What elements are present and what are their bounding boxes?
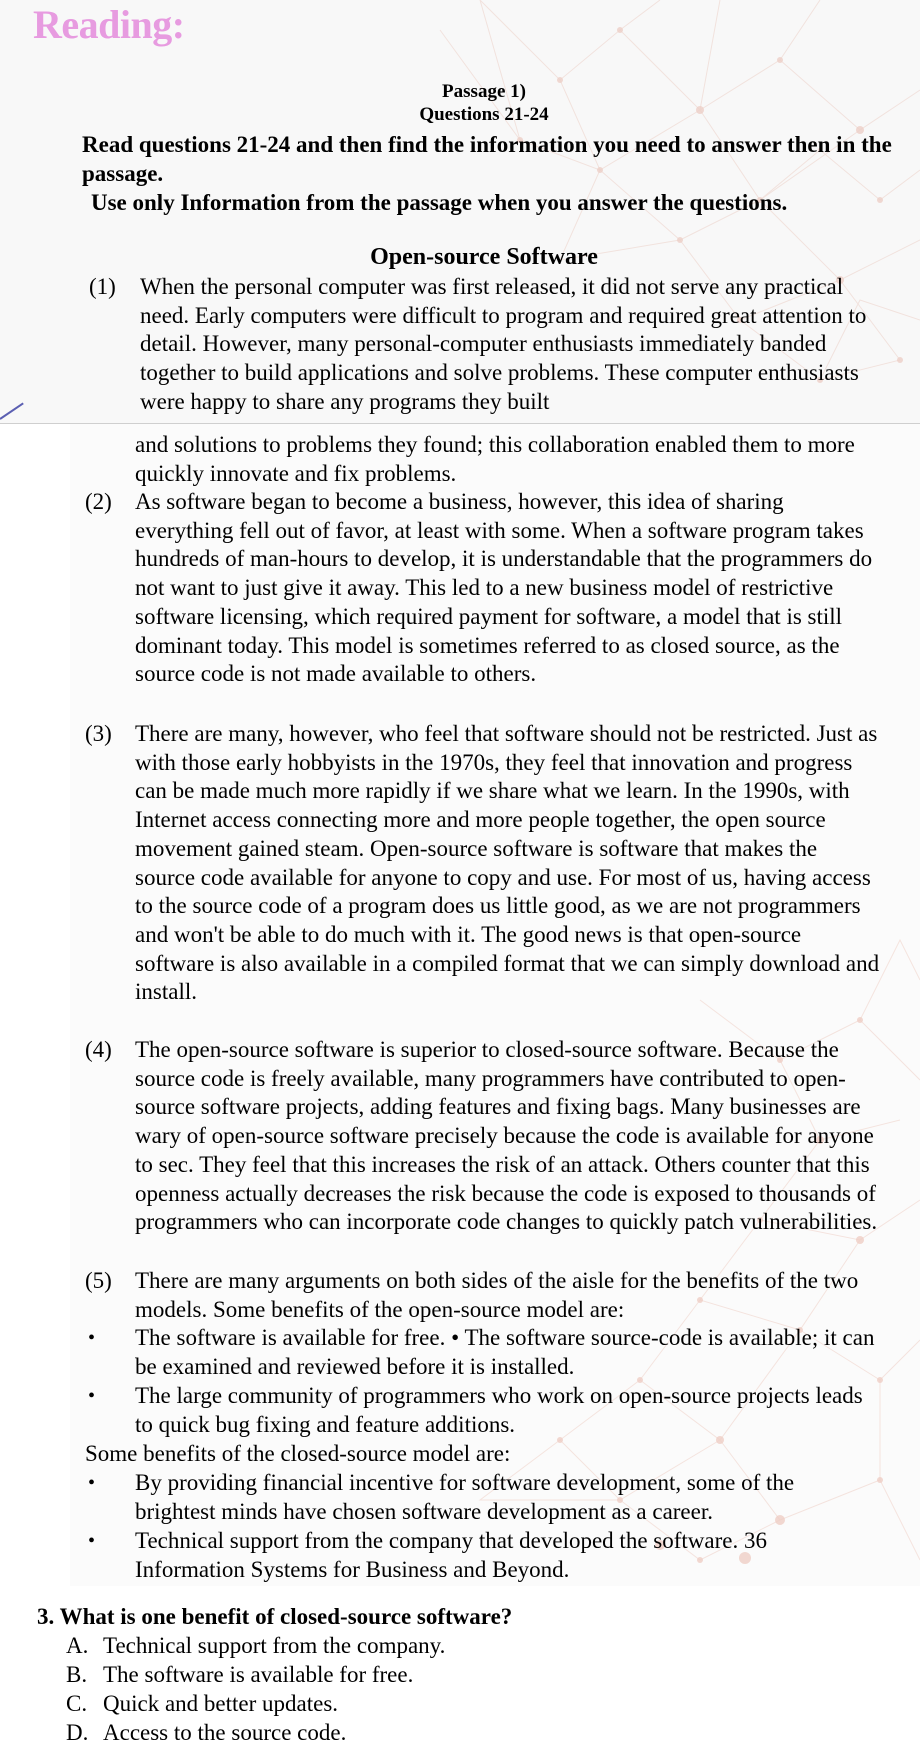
option-text: Access to the source code. xyxy=(103,1720,347,1745)
paragraph-2-number: (2) xyxy=(85,489,112,514)
reading-heading: Reading: xyxy=(33,2,185,47)
paragraph-4-number: (4) xyxy=(85,1037,112,1062)
paragraph-1-number: (1) xyxy=(89,274,116,299)
option-text: The software is available for free. xyxy=(103,1662,414,1687)
article-title: Open-source Software xyxy=(370,244,598,270)
answer-option-c[interactable] xyxy=(66,1689,338,1718)
bullet-marker: • xyxy=(88,1472,96,1494)
closed-source-benefit-2: Technical support from the company that developed the software. 36 Information Systems for Business and Beyond. xyxy=(135,1528,767,1582)
answer-option-a[interactable] xyxy=(66,1631,445,1660)
instruction-read-questions: Read questions 21-24 and then find the information you need to answer then in the passage. xyxy=(82,132,892,186)
instruction-use-passage: Use only Information from the passage when you answer the questions. xyxy=(91,190,788,215)
paragraph-3: There are many, however, who feel that software should not be restricted. Just as with those early hobbyists in the 1970s, they feel that innovation and progress can be made much more rapidly if we share what we learn. In the 1990s, with Internet access connecting more and more people together, the open source movement gained steam. Open-source software is software that makes the source code available for anyone to copy and use. For most of us, having access to the source code of a program does us little good, as we are not programmers and won't be able to do much with it. The good news is that open-source software is also available in a compiled format that we can simply download and install. xyxy=(135,721,880,1005)
paragraph-1-part-1: When the personal computer was first released, it did not serve any practical need. Early computers were difficult to program and required great attention to detail. However, many personal-computer enthusiasts immediately banded together to build applications and solve problems. These computer enthusiasts were happy to share any programs they built xyxy=(140,274,867,414)
open-source-benefit-2: The large community of programmers who work on open-source projects leads to quick bug fixing and feature additions. xyxy=(135,1383,863,1437)
open-source-benefit-1: The software is available for free. • The software source-code is available; it can be examined and reviewed before it is installed. xyxy=(135,1325,875,1379)
answer-option-d[interactable] xyxy=(66,1718,346,1747)
question-text: 3. What is one benefit of closed-source software? xyxy=(37,1604,513,1629)
option-text: Technical support from the company. xyxy=(103,1633,446,1658)
closed-source-intro: Some benefits of the closed-source model are: xyxy=(85,1441,511,1466)
option-letter: C. xyxy=(66,1691,88,1716)
paragraph-5: There are many arguments on both sides of the aisle for the benefits of the two models. Some benefits of the open-source model are: xyxy=(135,1268,859,1322)
bullet-marker: • xyxy=(88,1385,96,1407)
questions-label: Questions 21-24 xyxy=(419,104,549,125)
paragraph-3-number: (3) xyxy=(85,721,112,746)
paragraph-1-part-2: and solutions to problems they found; this collaboration enabled them to more quickly innovate and fix problems. xyxy=(135,432,855,486)
option-text: Quick and better updates. xyxy=(103,1691,339,1716)
passage-label: Passage 1) xyxy=(442,81,526,102)
paragraph-2: As software began to become a business, however, this idea of sharing everything fell out of favor, at least with some. When a software program takes hundreds of man-hours to develop, it is understandable that the programmers do not want to just give it away. This led to a new business model of restrictive software licensing, which required payment for software, a model that is still dominant today. This model is sometimes referred to as closed source, as the source code is not made available to others. xyxy=(135,489,873,687)
bullet-marker: • xyxy=(88,1327,96,1349)
option-letter: B. xyxy=(66,1662,88,1687)
answer-option-b[interactable] xyxy=(66,1660,413,1689)
paragraph-4: The open-source software is superior to closed-source software. Because the source code is freely available, many programmers have contributed to open-source software projects, adding features and fixing bags. Many businesses are wary of open-source software precisely because the code is available for anyone to sec. They feel that this increases the risk of an attack. Others counter that this openness actually decreases the risk because the code is exposed to thousands of programmers who can incorporate code changes to quickly patch vulnerabilities. xyxy=(135,1037,878,1235)
option-letter: A. xyxy=(66,1633,89,1658)
option-letter: D. xyxy=(66,1720,89,1745)
closed-source-benefit-1: By providing financial incentive for software development, some of the brightest minds have chosen software development as a career. xyxy=(135,1470,795,1524)
paragraph-5-number: (5) xyxy=(85,1268,112,1293)
bullet-marker: • xyxy=(88,1530,96,1552)
